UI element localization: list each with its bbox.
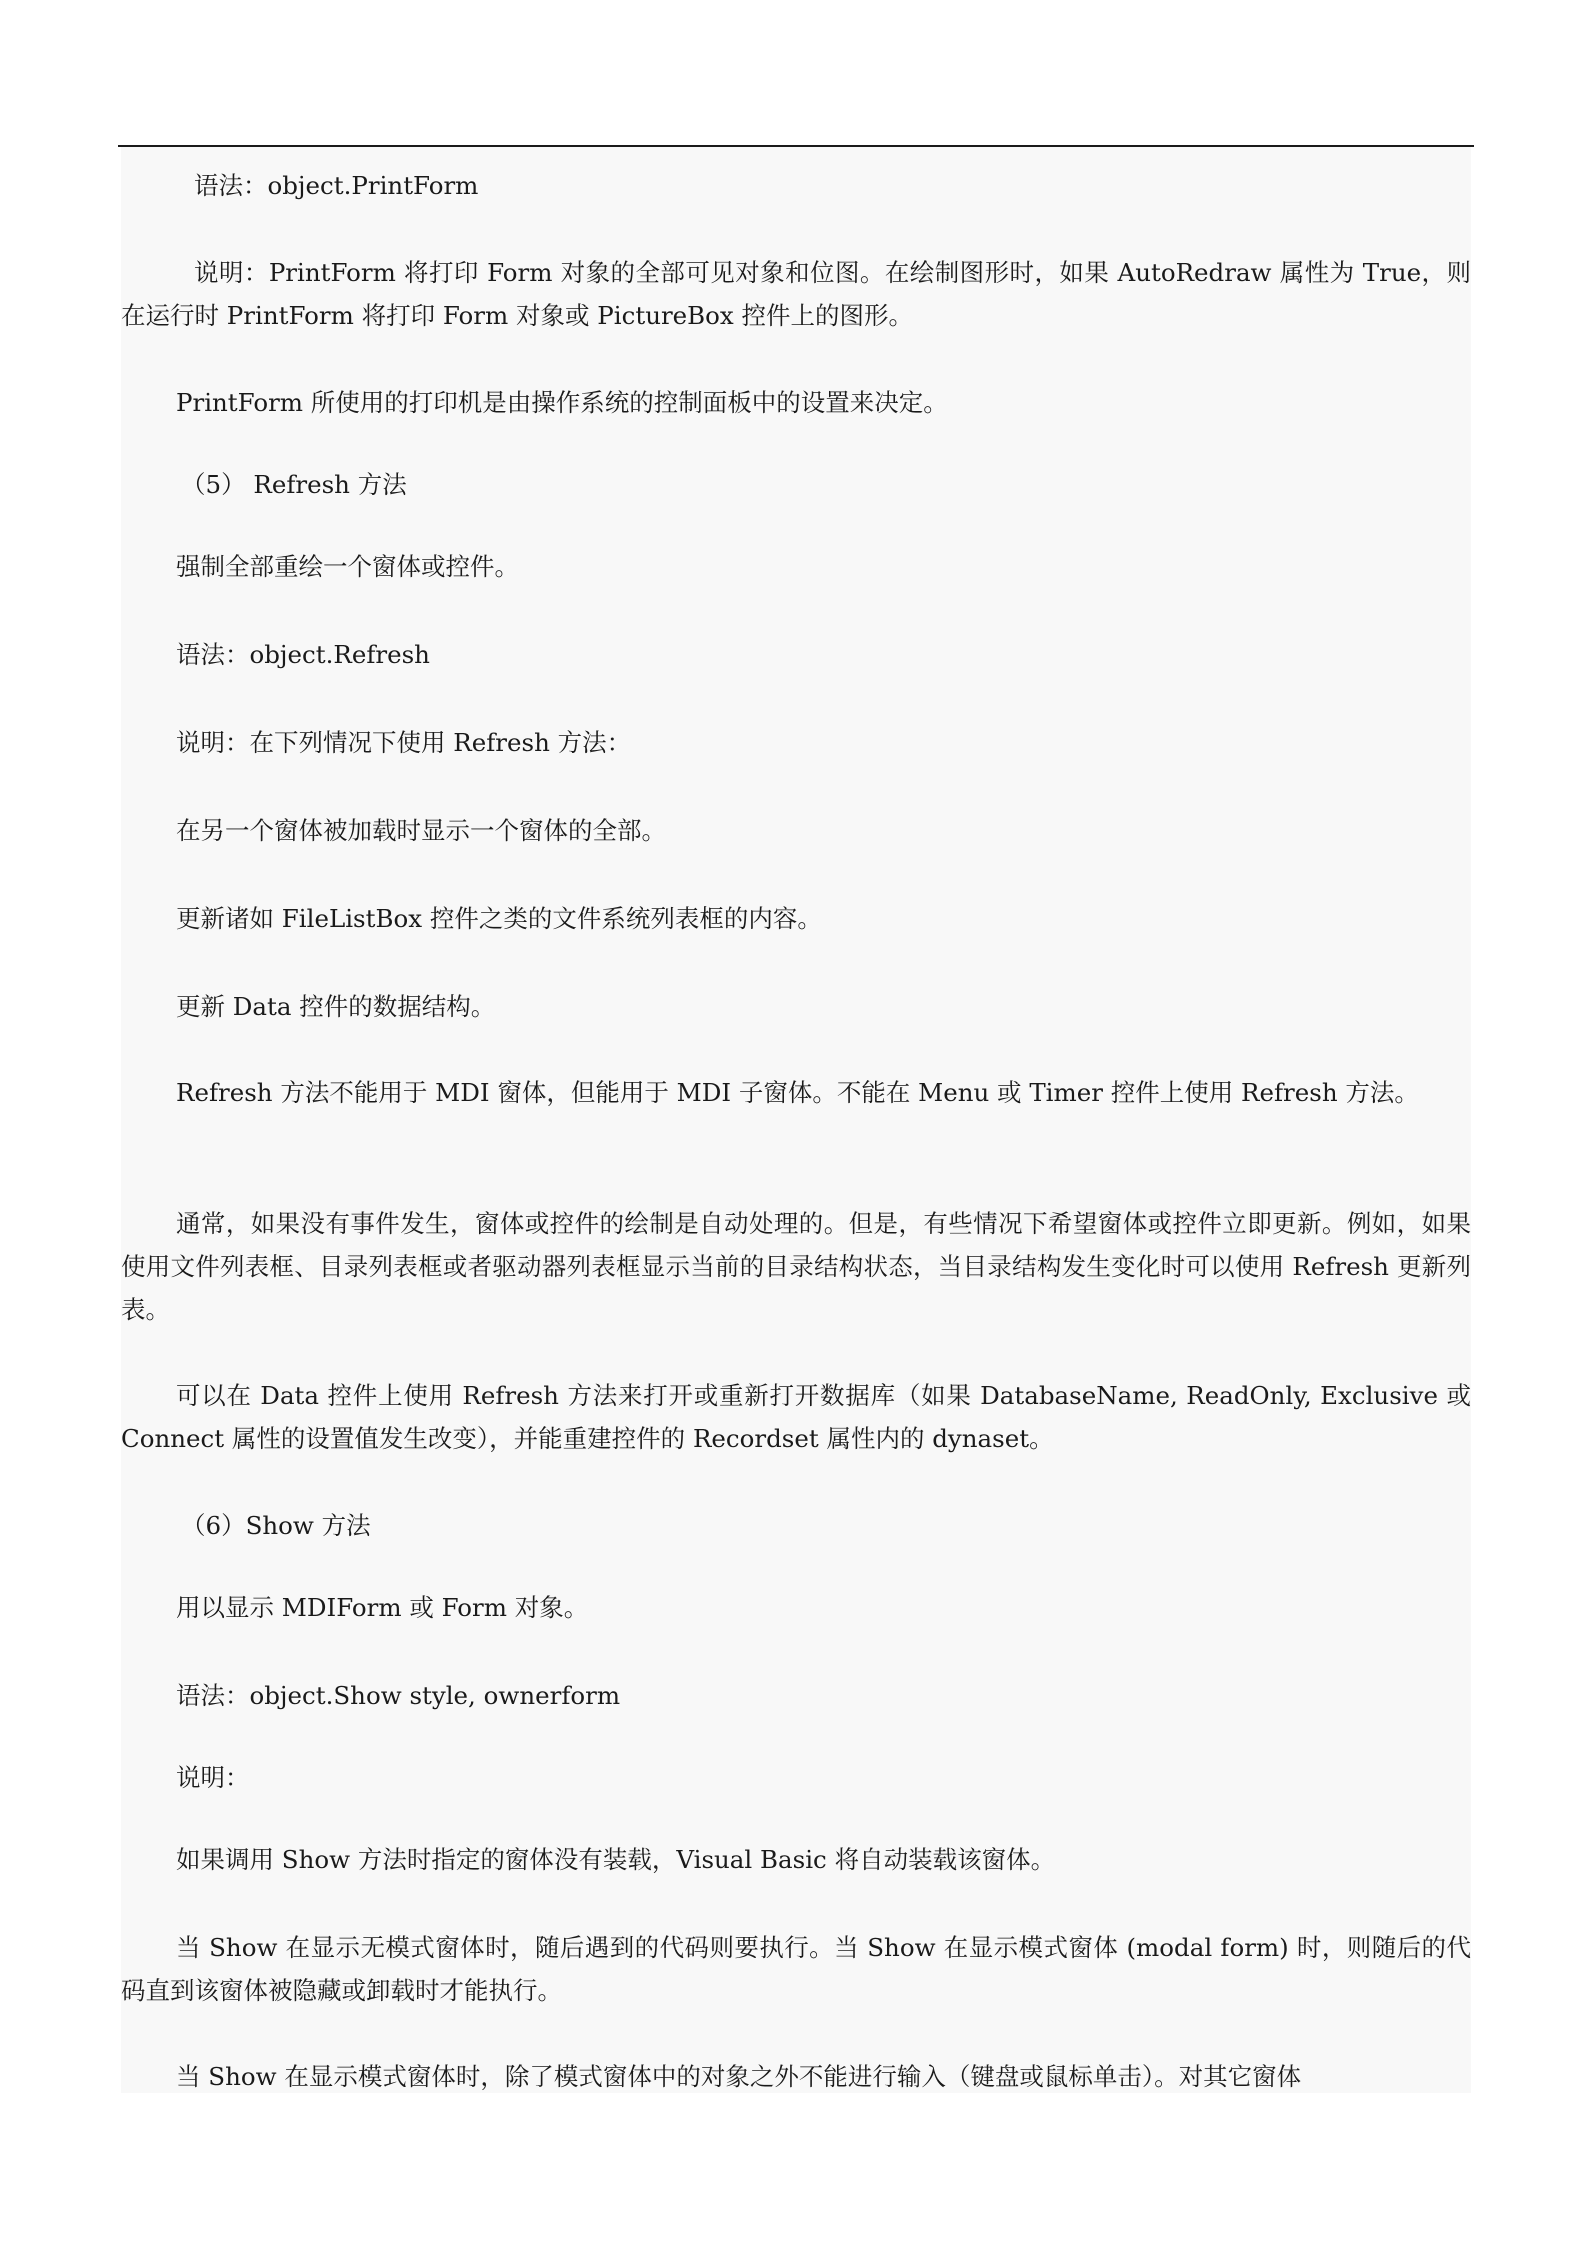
refresh-data-control-note: 可以在 Data 控件上使用 Refresh 方法来打开或重新打开数据库（如果 DatabaseName, ReadOnly, Exclusive 或 Connect 属性的设置值发生改变），并能重建控件的 Recordset 属性内的 dynaset。	[121, 1381, 1471, 1453]
show-modeless-modal-note: 当 Show 在显示无模式窗体时，随后遇到的代码则要执行。当 Show 在显示模式窗体 (modal form) 时，则随后的代码直到该窗体被隐藏或卸载时才能执行。	[121, 1933, 1471, 2005]
show-autoload-note: 如果调用 Show 方法时指定的窗体没有装载，Visual Basic 将自动装载该窗体。	[176, 1845, 1056, 1874]
refresh-summary: 强制全部重绘一个窗体或控件。	[176, 552, 519, 581]
refresh-usage-item-2: 更新诸如 FileListBox 控件之类的文件系统列表框的内容。	[176, 904, 822, 933]
syntax-show: 语法：object.Show style, ownerform	[176, 1681, 621, 1710]
refresh-usage-item-1: 在另一个窗体被加载时显示一个窗体的全部。	[176, 816, 666, 845]
heading-show-method: （6）Show 方法	[181, 1511, 371, 1540]
document-body	[121, 147, 1471, 2093]
printform-printer-note: PrintForm 所使用的打印机是由操作系统的控制面板中的设置来决定。	[176, 388, 948, 417]
refresh-auto-paint-note: 通常，如果没有事件发生，窗体或控件的绘制是自动处理的。但是，有些情况下希望窗体或控件立即更新。例如，如果使用文件列表框、目录列表框或者驱动器列表框显示当前的目录结构状态，当目录结构发生变化时可以使用 Refresh 更新列表。	[121, 1209, 1471, 1324]
refresh-usage-intro: 说明：在下列情况下使用 Refresh 方法：	[176, 728, 632, 757]
syntax-printform: 语法：object.PrintForm	[194, 171, 479, 200]
show-summary: 用以显示 MDIForm 或 Form 对象。	[176, 1593, 589, 1622]
heading-refresh-method: （5） Refresh 方法	[181, 470, 407, 499]
printform-description: 说明：PrintForm 将打印 Form 对象的全部可见对象和位图。在绘制图形时，如果 AutoRedraw 属性为 True，则在运行时 PrintForm 将打印 Form 对象或 PictureBox 控件上的图形。	[121, 258, 1471, 330]
syntax-refresh: 语法：object.Refresh	[176, 640, 430, 669]
show-description-label: 说明：	[176, 1763, 250, 1792]
show-modal-input-note: 当 Show 在显示模式窗体时，除了模式窗体中的对象之外不能进行输入（键盘或鼠标单击）。对其它窗体	[176, 2062, 1302, 2091]
refresh-usage-item-3: 更新 Data 控件的数据结构。	[176, 992, 496, 1021]
refresh-mdi-note: Refresh 方法不能用于 MDI 窗体，但能用于 MDI 子窗体。不能在 Menu 或 Timer 控件上使用 Refresh 方法。	[176, 1078, 1419, 1107]
